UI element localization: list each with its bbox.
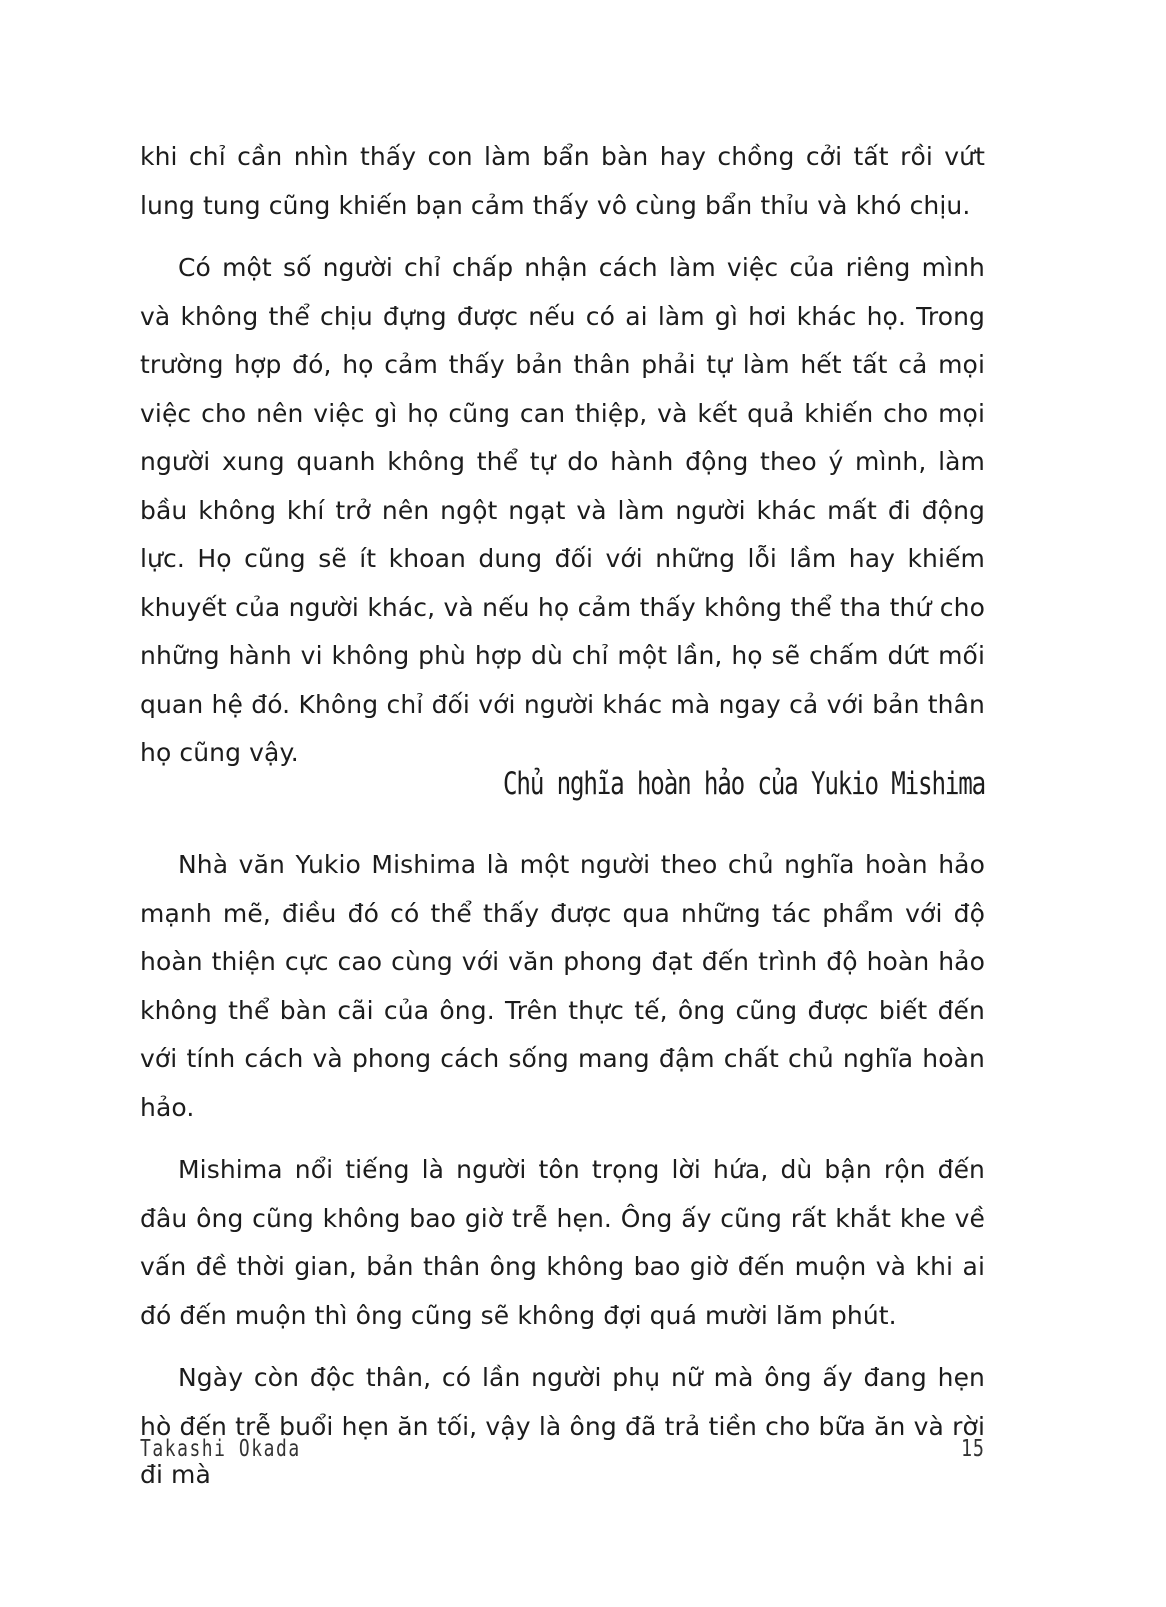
page-number: 15 bbox=[961, 1436, 985, 1462]
section-heading: Chủ nghĩa hoàn hảo của Yukio Mishima bbox=[503, 766, 985, 802]
footer-author: Takashi Okada bbox=[140, 1436, 301, 1462]
paragraph: Ngày còn độc thân, có lần người phụ nữ mà ông ấy đang hẹn hò đến trễ buổi hẹn ăn tối, vậy là ông đã trả tiền cho bữa ăn và rời đi mà bbox=[140, 1363, 985, 1489]
paragraph: Nhà văn Yukio Mishima là một người theo chủ nghĩa hoàn hảo mạnh mẽ, điều đó có thể thấy được qua những tác phẩm với độ hoàn thiện cực cao cùng với văn phong đạt đến trình độ hoàn hảo không thể bàn cãi của ông. Trên thực tế, ông cũng được biết đến với tính cách và phong cách sống mang đậm chất chủ nghĩa hoàn hảo. bbox=[140, 850, 985, 1122]
body-text-section-1 bbox=[140, 133, 985, 792]
paragraph: Mishima nổi tiếng là người tôn trọng lời hứa, dù bận rộn đến đâu ông cũng không bao giờ trễ hẹn. Ông ấy cũng rất khắt khe về vấn đề thời gian, bản thân ông không bao giờ đến muộn và khi ai đó đến muộn thì ông cũng sẽ không đợi quá mười lăm phút. bbox=[140, 1155, 985, 1330]
paragraph: Có một số người chỉ chấp nhận cách làm việc của riêng mình và không thể chịu đựng được nếu có ai làm gì hơi khác họ. Trong trường hợp đó, họ cảm thấy bản thân phải tự làm hết tất cả mọi việc cho nên việc gì họ cũng can thiệp, và kết quả khiến cho mọi người xung quanh không thể tự do hành động theo ý mình, làm bầu không khí trở nên ngột ngạt và làm người khác mất đi động lực. Họ cũng sẽ ít khoan dung đối với những lỗi lầm hay khiếm khuyết của người khác, và nếu họ cảm thấy không thể tha thứ cho những hành vi không phù hợp dù chỉ một lần, họ sẽ chấm dứt mối quan hệ đó. Không chỉ đối với người khác mà ngay cả với bản thân họ cũng vậy. bbox=[140, 253, 985, 767]
paragraph-continuation: khi chỉ cần nhìn thấy con làm bẩn bàn hay chồng cởi tất rồi vứt lung tung cũng khiến bạn cảm thấy vô cùng bẩn thỉu và khó chịu. bbox=[140, 142, 985, 220]
body-text-section-2 bbox=[140, 841, 985, 1514]
